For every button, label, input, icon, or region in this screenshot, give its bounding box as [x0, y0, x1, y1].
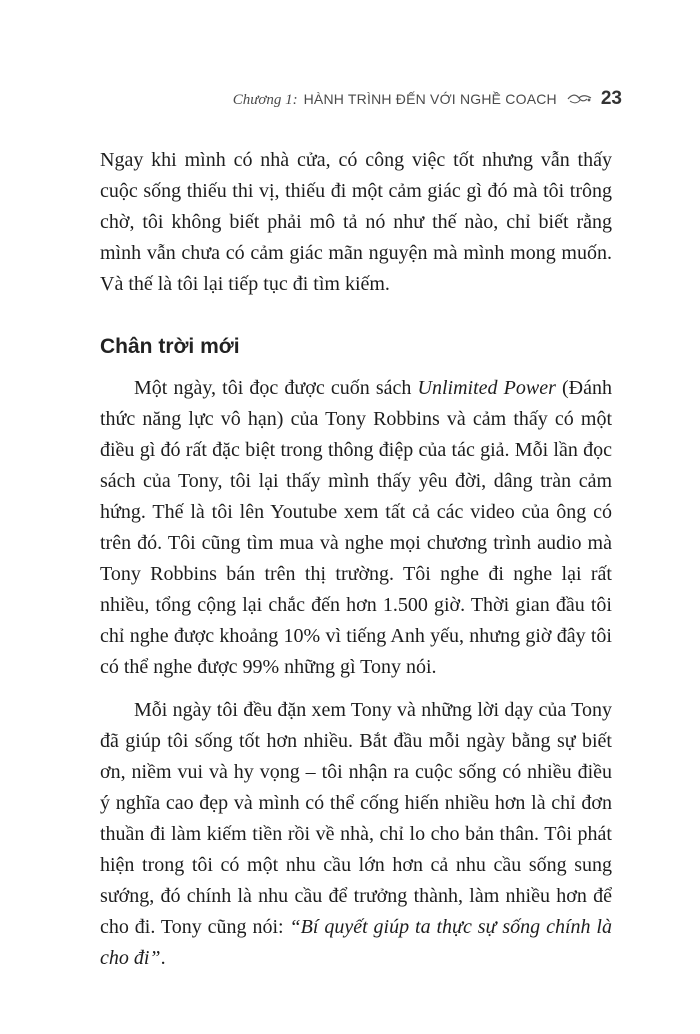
page-number: 23 [600, 88, 622, 109]
paragraph-tony-teachings [100, 695, 612, 974]
section-heading: Chân trời mới [100, 335, 240, 358]
paragraph-text: (Đánh thức năng lực vô hạn) của Tony Robbins và cảm thấy có một điều gì đó rất đặc biệt trong thông điệp của tác giả. Mỗi lần đọc sách của Tony, tôi lại thấy mình thấy yêu đời, dâng tràn cảm hứng. Thế là tôi lên Youtube xem tất cả các video của ông có trên đó. Tôi cũng tìm mua và nghe mọi chương trình audio mà Tony Robbins bán trên thị trường. Tôi nghe đi nghe lại rất nhiều, tổng cộng lại chắc đến hơn 1.500 giờ. Thời gian đầu tôi chỉ nghe được khoảng 10% vì tiếng Anh yếu, nhưng giờ đây tôi có thể nghe được 99% những gì Tony nói. [100, 377, 612, 678]
header-chapter-title: HÀNH TRÌNH ĐẾN VỚI NGHỀ COACH [303, 91, 557, 107]
page-body [100, 145, 612, 974]
paragraph-text: Một ngày, tôi đọc được cuốn sách [134, 377, 418, 399]
paragraph-text: Mỗi ngày tôi đều đặn xem Tony và những lời dạy của Tony đã giúp tôi sống tốt hơn nhiều. Bắt đầu mỗi ngày bằng sự biết ơn, niềm vui và hy vọng – tôi nhận ra cuộc sống có nhiều điều ý nghĩa cao đẹp và mình có thể cống hiến nhiều hơn là chỉ đơn thuần đi làm kiếm tiền rồi về nhà, chỉ lo cho bản thân. Tôi phát hiện trong tôi có một nhu cầu lớn hơn cả nhu cầu sống sung sướng, đó chính là nhu cầu để trưởng thành, làm nhiều hơn để cho đi. Tony cũng nói: [100, 699, 612, 938]
header-chapter: Chương 1: [232, 92, 298, 108]
book-title: Unlimited Power [417, 377, 556, 399]
running-header [233, 88, 622, 110]
ornament-icon [567, 92, 593, 104]
paragraph-text: . [160, 947, 166, 969]
paragraph-unlimited-power [100, 373, 612, 683]
intro-paragraph: Ngay khi mình có nhà cửa, có công việc tốt nhưng vẫn thấy cuộc sống thiếu thi vị, thiếu đi một cảm giác gì đó mà tôi trông chờ, tôi không biết phải mô tả nó như thế nào, chỉ biết rằng mình vẫn chưa có cảm giác mãn nguyện mà mình mong muốn. Và thế là tôi lại tiếp tục đi tìm kiếm. [100, 149, 612, 295]
tony-quote: “Bí quyết giúp ta thực sự sống chính là cho đi” [100, 916, 612, 969]
